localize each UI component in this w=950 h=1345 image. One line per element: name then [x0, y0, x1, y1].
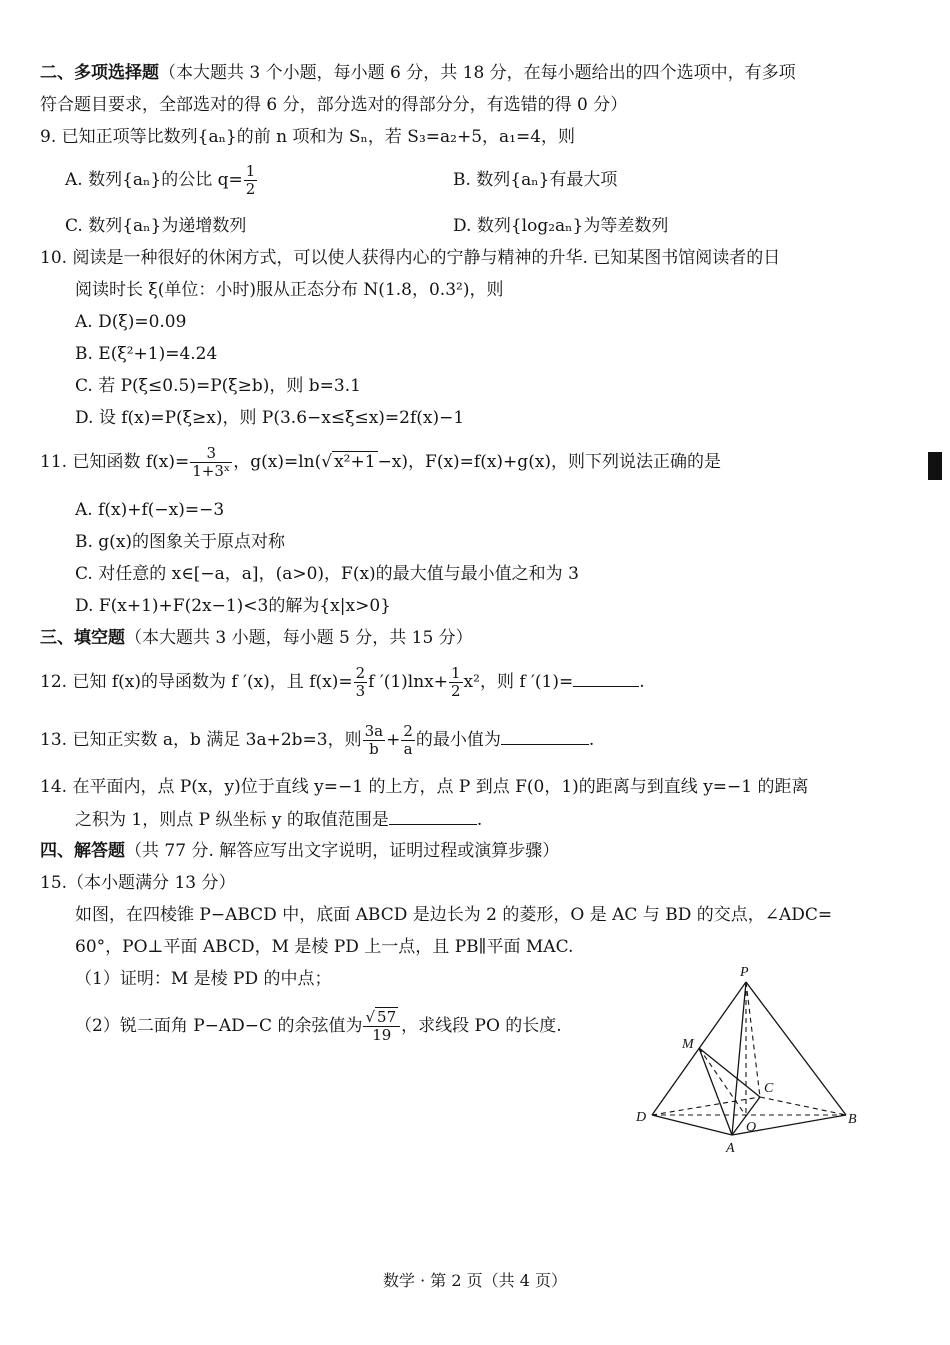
q15-denominator: 19	[363, 1026, 400, 1044]
label-b: B	[848, 1112, 857, 1127]
q10-stem-2: 阅读时长 ξ(单位：小时)服从正态分布 N(1.8，0.3²)，则	[75, 280, 504, 300]
section-2-desc-2: 符合题目要求，全部选对的得 6 分，部分选对的得部分分，有选错的得 0 分）	[40, 95, 628, 115]
q11-denominator: 1+3ˣ	[192, 462, 231, 480]
q11-radicand: x²+1	[334, 452, 376, 472]
label-c: C	[764, 1081, 774, 1096]
section-3-header	[40, 627, 473, 649]
q10-option-b: B. E(ξ²+1)=4.24	[75, 344, 218, 364]
q13-period: .	[588, 730, 595, 750]
q10-option-c: C. 若 P(ξ≤0.5)=P(ξ≥b)，则 b=3.1	[75, 376, 361, 396]
q11-stem-post: −x)，F(x)=f(x)+g(x)，则下列说法正确的是	[377, 452, 722, 472]
q15-part-1: （1）证明：M 是棱 PD 的中点；	[75, 969, 332, 989]
q9-option-c: C. 数列{aₙ}为递增数列	[65, 216, 247, 236]
q11-stem	[40, 440, 721, 484]
page-footer: 数学 · 第 2 页（共 4 页）	[383, 1271, 567, 1290]
section-2-header	[40, 62, 796, 84]
q12-period: .	[639, 672, 645, 692]
q12-stem-mid: f ′(1)lnx+	[368, 672, 448, 692]
q13-numerator-1: 3a	[364, 722, 384, 740]
q13-stem-post: 的最小值为	[415, 730, 501, 750]
q9-option-a-text: A. 数列{aₙ}的公比 q=	[65, 170, 243, 190]
q12-numerator-2: 1	[451, 664, 461, 682]
sqrt-sign-icon: √	[321, 452, 333, 472]
q14-period: .	[476, 810, 483, 830]
q9-stem: 9. 已知正项等比数列{aₙ}的前 n 项和为 Sₙ，若 S₃=a₂+5，a₁=4，则	[40, 127, 576, 147]
q15-fraction	[363, 1009, 400, 1044]
q13-numerator-2: 2	[403, 722, 413, 740]
side-tab-mark	[928, 452, 942, 480]
q12-stem	[40, 660, 645, 704]
section-3-title: 三、填空题	[40, 628, 125, 648]
q13-answer-blank[interactable]	[501, 728, 589, 745]
label-p: P	[740, 965, 749, 980]
hidden-edge-cb	[760, 1097, 846, 1115]
q15-part-2	[75, 1004, 562, 1048]
q12-denominator-1: 3	[355, 682, 366, 700]
q12-denominator-2: 2	[451, 682, 461, 700]
q15-part-2-post: ，求线段 PO 的长度.	[401, 1016, 562, 1036]
q11-option-c: C. 对任意的 x∈[−a，a]，(a>0)，F(x)的最大值与最小值之和为 3	[75, 564, 579, 584]
edge-pa	[732, 982, 746, 1135]
q11-option-d: D. F(x+1)+F(2x−1)<3的解为{x|x>0}	[75, 596, 391, 616]
q15-line-1: 如图，在四棱锥 P−ABCD 中，底面 ABCD 是边长为 2 的菱形，O 是 AC 与 BD 的交点，∠ADC=	[75, 905, 833, 925]
q14-line-2	[75, 808, 482, 831]
q13-plus: +	[386, 730, 401, 750]
label-o: O	[746, 1120, 757, 1135]
q15-numerator	[363, 1009, 400, 1026]
q12-stem-post: x²，则 f ′(1)=	[463, 672, 574, 692]
q15-part-2-pre: （2）锐二面角 P−AD−C 的余弦值为	[75, 1016, 363, 1036]
q12-stem-pre: 12. 已知 f(x)的导函数为 f ′(x)，且 f(x)=	[40, 672, 353, 692]
q15-head: 15.（本小题满分 13 分）	[40, 873, 236, 893]
q10-option-a: A. D(ξ)=0.09	[75, 312, 187, 332]
q11-stem-mid: ，g(x)=ln(	[233, 452, 322, 472]
label-m: M	[682, 1037, 694, 1052]
q9-option-a	[65, 158, 258, 202]
q13-fraction-1	[363, 723, 386, 758]
edge-da	[652, 1115, 732, 1135]
q12-fraction-1	[354, 665, 368, 700]
q15-radicand: 57	[377, 1008, 397, 1026]
q9-a-denominator: 2	[245, 180, 256, 198]
q14-line-2-text: 之积为 1，则点 P 纵坐标 y 的取值范围是	[75, 810, 389, 830]
q13-fraction-2	[401, 723, 415, 758]
label-a: A	[726, 1141, 735, 1156]
q13-stem	[40, 718, 594, 762]
section-2-title: 二、多项选择题	[40, 63, 159, 83]
section-4-header	[40, 840, 559, 862]
section-4-title: 四、解答题	[40, 841, 125, 861]
q11-option-a: A. f(x)+f(−x)=−3	[75, 500, 225, 520]
q11-stem-pre: 11. 已知函数 f(x)=	[40, 452, 190, 472]
q12-answer-blank[interactable]	[573, 670, 639, 687]
q11-option-b: B. g(x)的图象关于原点对称	[75, 532, 286, 552]
q13-denominator-2: a	[401, 740, 415, 758]
q15-line-2: 60°，PO⊥平面 ABCD，M 是棱 PD 上一点，且 PB∥平面 MAC.	[75, 937, 574, 957]
pyramid-figure	[620, 960, 870, 1160]
q14-line-1: 14. 在平面内，点 P(x，y)位于直线 y=−1 的上方，点 P 到点 F(0，1)的距离与到直线 y=−1 的距离	[40, 777, 809, 797]
hidden-edge-dc	[652, 1097, 760, 1115]
q12-fraction-2	[449, 665, 463, 700]
q11-numerator: 3	[206, 444, 217, 462]
q9-option-a-fraction	[244, 163, 258, 198]
q11-fraction	[190, 445, 232, 480]
section-4-desc: （共 77 分. 解答应写出文字说明，证明过程或演算步骤）	[125, 841, 560, 861]
sqrt-sign-icon: √	[365, 1008, 376, 1026]
q10-option-d: D. 设 f(x)=P(ξ≥x)，则 P(3.6−x≤ξ≤x)=2f(x)−1	[75, 408, 465, 428]
edge-pb	[746, 982, 846, 1115]
hidden-edge-pc	[746, 982, 760, 1097]
q9-a-numerator: 1	[245, 162, 256, 180]
label-d: D	[636, 1110, 647, 1125]
q12-numerator-1: 2	[355, 664, 366, 682]
q13-denominator-1: b	[363, 740, 386, 758]
q9-option-d: D. 数列{log₂aₙ}为等差数列	[453, 216, 669, 236]
section-2-desc-1: （本大题共 3 个小题，每小题 6 分，共 18 分，在每小题给出的四个选项中，有多项	[159, 63, 796, 83]
q13-stem-pre: 13. 已知正实数 a，b 满足 3a+2b=3，则	[40, 730, 362, 750]
q14-answer-blank[interactable]	[389, 808, 477, 825]
q10-stem-1: 10. 阅读是一种很好的休闲方式，可以使人获得内心的宁静与精神的升华. 已知某图书馆阅读者的日	[40, 248, 781, 268]
section-3-desc: （本大题共 3 小题，每小题 5 分，共 15 分）	[125, 628, 473, 648]
q9-option-b: B. 数列{aₙ}有最大项	[453, 170, 618, 190]
